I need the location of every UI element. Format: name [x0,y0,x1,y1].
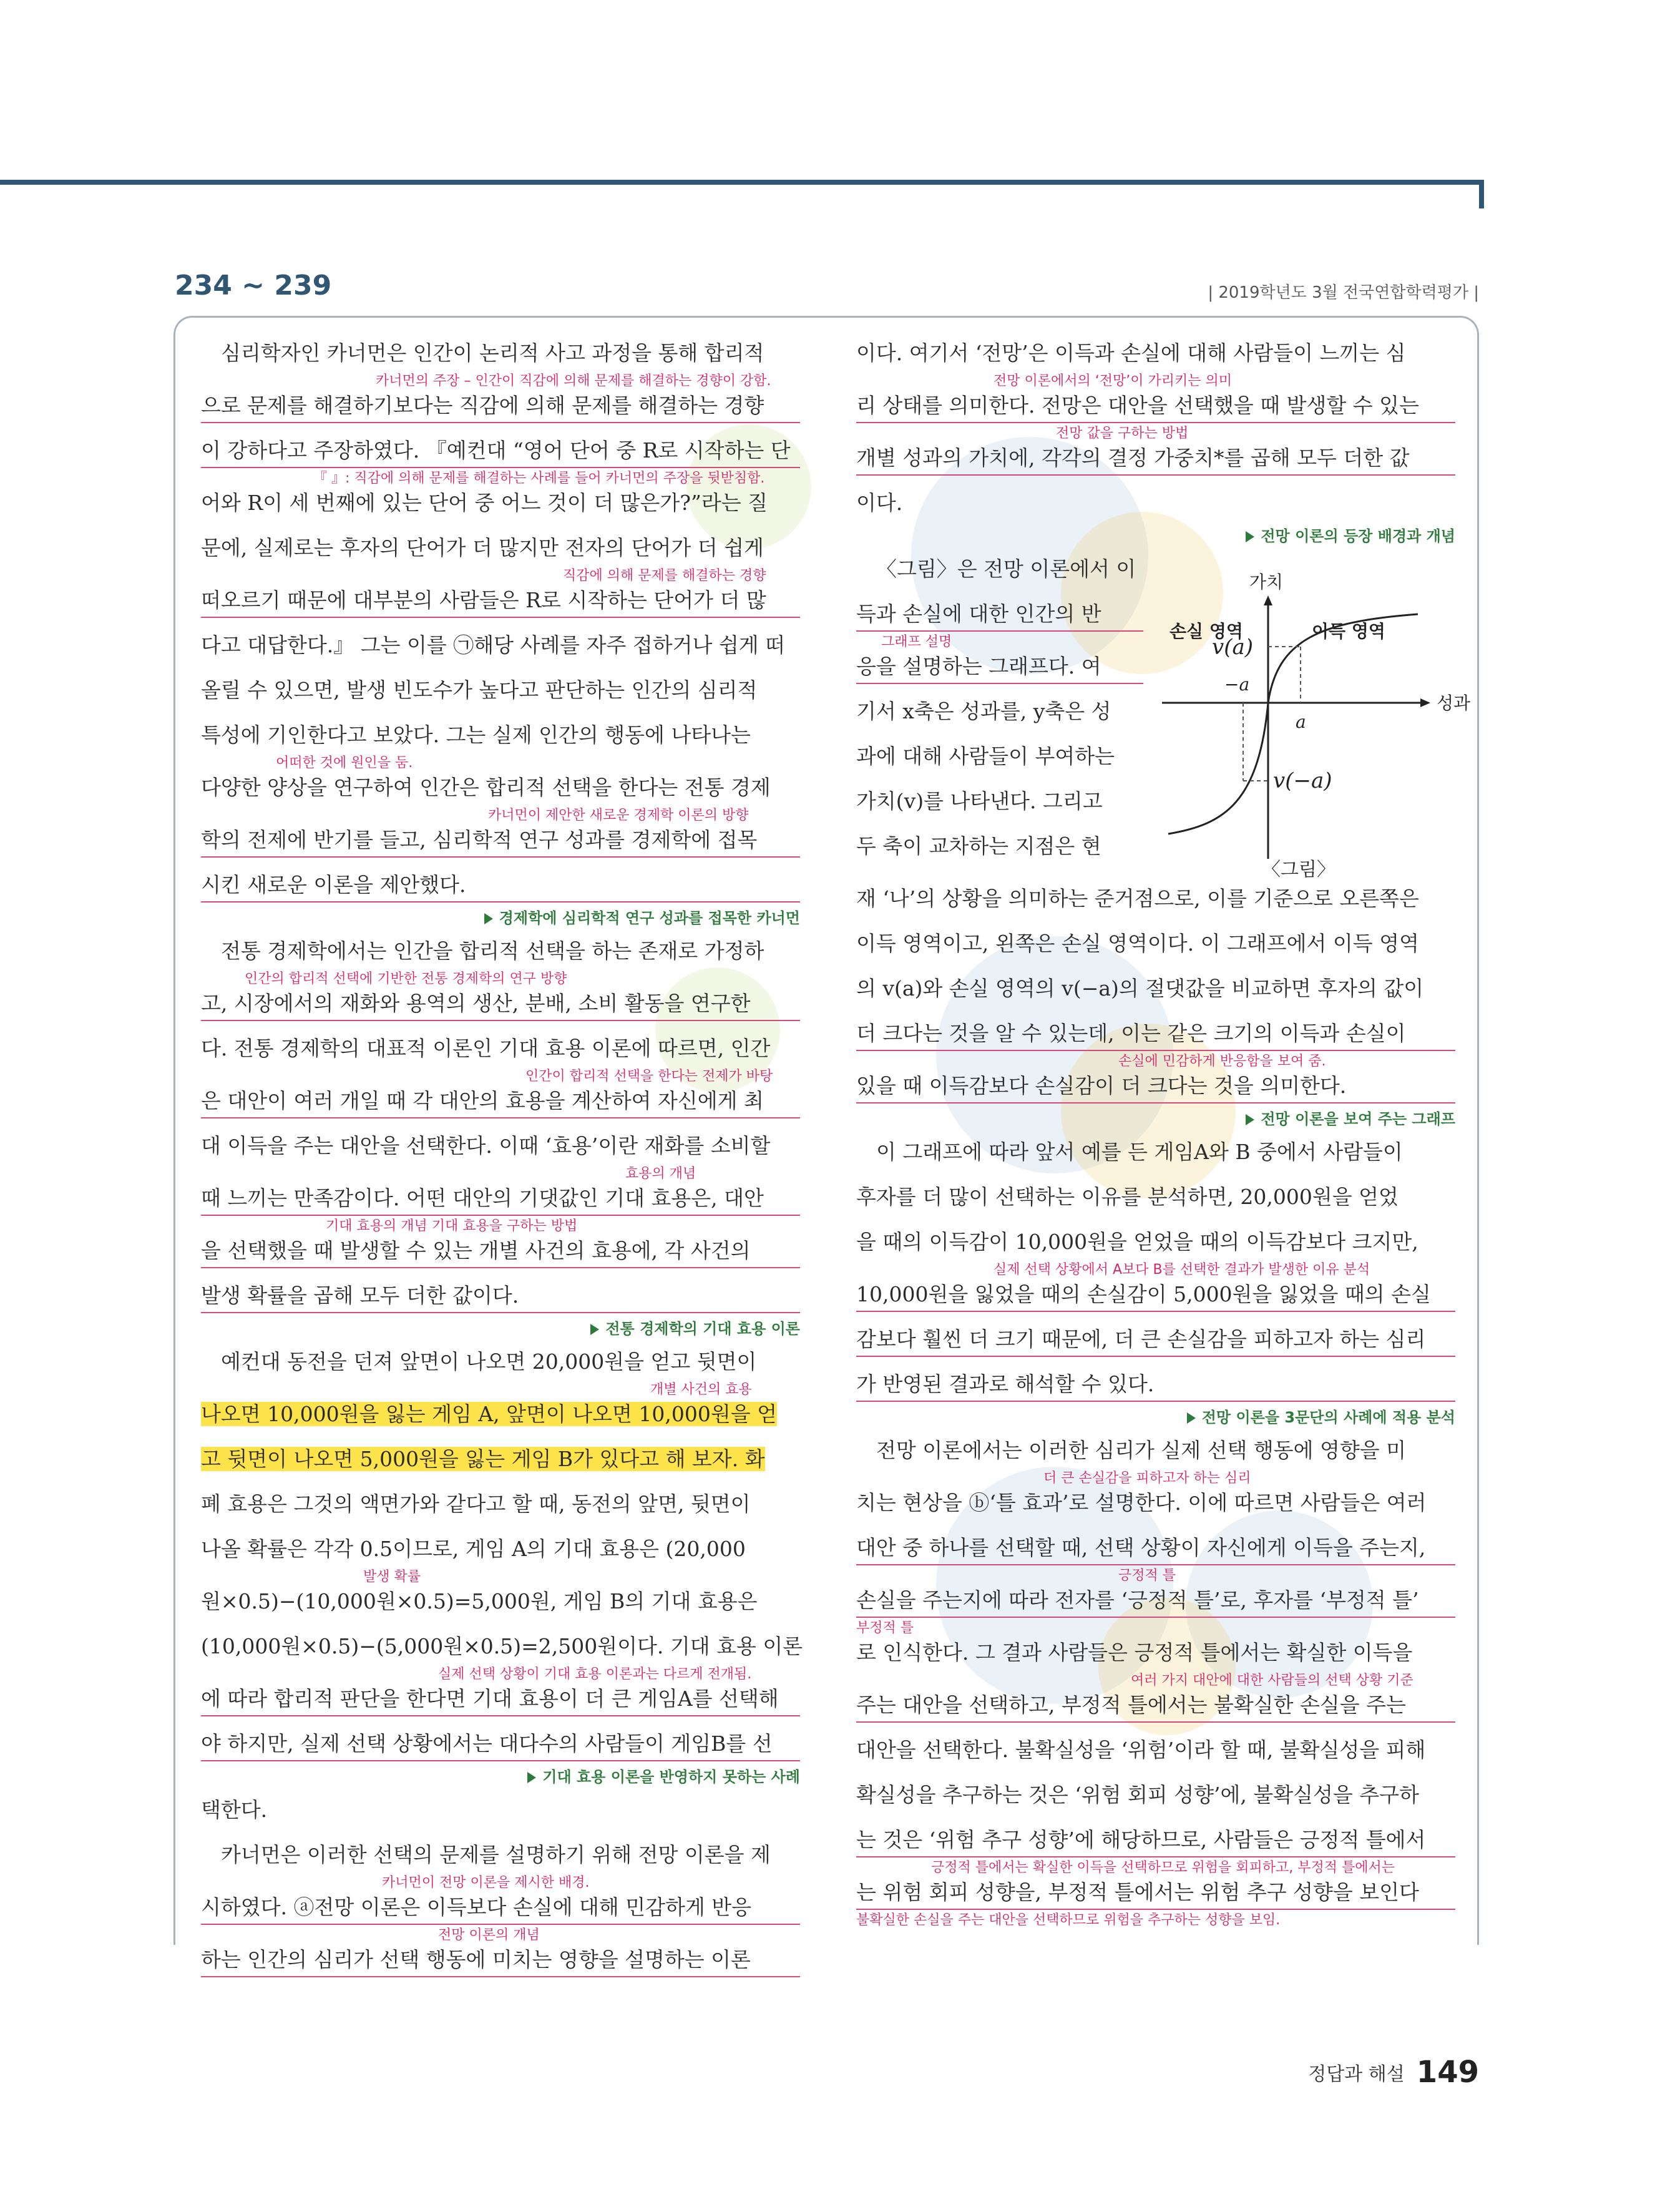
annotation-note: 여러 가지 대안에 대한 사람들의 선택 상황 기준 [1131,1673,1413,1688]
triangle-bullet-icon [484,913,493,924]
text-line [856,1480,1455,1525]
text-line-content: 을 선택했을 때 발생할 수 있는 개별 사건의 효용에, 각 사건의 [201,1238,751,1263]
text-line [201,765,800,810]
text-line-content: 다양한 양상을 연구하여 인간은 합리적 선택을 한다는 전통 경제 [201,775,771,800]
text-line-content: 택한다. [201,1798,268,1822]
text-line-content: 후자를 더 많이 선택하는 이유를 분석하면, 20,000원을 얻었 [856,1185,1399,1209]
text-line-content: 로 인식한다. 그 결과 사람들은 긍정적 틀에서는 확실한 이득을 [856,1640,1413,1665]
text-line-content: 가치(v)를 나타낸다. 그리고 [856,789,1103,813]
text-line-content: 있을 때 이득감보다 손실감이 더 크다는 것을 의미한다. [856,1074,1347,1098]
text-line-content: 특성에 기인한다고 보았다. 그는 실제 인간의 행동에 나타나는 [201,723,751,747]
text-line [201,863,800,908]
text-line-content: 기서 x축은 성과를, y축은 성 [856,699,1111,723]
annotation-note: 『 』: 직감에 의해 문제를 해결하는 사례를 들어 카너먼의 주장을 뒷받침함. [313,471,765,486]
text-line [856,921,1455,966]
text-line [856,1773,1455,1818]
paragraph-summary [856,526,1455,547]
text-line [201,1079,800,1123]
text-line-content: 고, 시장에서의 재화와 용역의 생산, 분배, 소비 활동을 연구한 [201,991,751,1015]
summary-text: 전망 이론을 3문단의 사례에 적용 분석 [1201,1409,1455,1426]
text-line [856,1175,1455,1220]
text-line-content: 〈그림〉은 전망 이론에서 이 [876,557,1136,581]
text-line [856,734,1143,779]
value-function-curve [1168,614,1418,834]
x-axis-label: 성과 [1437,693,1471,713]
annotation-note: 전망 이론에서의 ‘전망’이 가리키는 의미 [994,373,1232,389]
text-line [856,1525,1455,1570]
text-line [201,981,800,1026]
text-line [856,547,1163,592]
page-footer [1308,2055,1479,2090]
text-line-content: 는 것은 ‘위험 추구 성향’에 해당하므로, 사람들은 긍정적 틀에서 [856,1828,1426,1852]
gain-region-label: 이득 영역 [1312,621,1385,642]
annotation-note: 발생 확률 [363,1569,421,1585]
text-line-content: 나오면 10,000원을 잃는 게임 A, 앞면이 나오면 10,000원을 얻 [201,1402,777,1426]
annotation-note: 손실에 민감하게 반응함을 보여 줌. [1118,1054,1326,1069]
text-line [201,1676,800,1721]
text-line-content: 더 크다는 것을 알 수 있는데, 이는 같은 크기의 이득과 손실이 [856,1021,1406,1045]
y-axis-arrow [1264,595,1272,605]
annotation-note: 효용의 개념 [625,1166,696,1182]
text-line-content: 이 강하다고 주장하였다. 『예컨대 “영어 단어 중 R로 시작하는 단 [201,438,791,462]
text-line-content: 떠오르기 때문에 대부분의 사람들은 R로 시작하는 단어가 더 많 [201,588,766,612]
annotation-note: 부정적 틀 [856,1620,914,1636]
text-line-content: 리 상태를 의미한다. 전망은 대안을 선택했을 때 발생할 수 있는 [856,393,1419,418]
text-line-content: 고 뒷면이 나오면 5,000원을 잃는 게임 B가 있다고 해 보자. 화 [201,1447,765,1471]
text-line [856,1220,1455,1265]
text-line [201,1228,800,1273]
text-line-content: 응을 설명하는 그래프다. 여 [856,654,1101,678]
a-label: a [1296,712,1306,732]
text-line [856,592,1143,637]
text-line [201,1482,800,1527]
prospect-theory-graph [1156,547,1471,871]
annotation-note: 더 큰 손실감을 피하고자 하는 심리 [1043,1471,1251,1486]
text-line [856,1728,1455,1773]
text-line [856,1683,1455,1728]
text-line-content: 전망 이론에서는 이러한 심리가 실제 선택 행동에 영향을 미 [876,1438,1406,1462]
page-number: 149 [1416,2055,1479,2090]
text-line [201,668,800,713]
text-line [201,818,800,863]
text-line [856,876,1455,921]
annotation-note: 실제 선택 상황이 기대 효용 이론과는 다르게 전개됨. [438,1666,752,1682]
text-line-content: 득과 손실에 대한 인간의 반 [856,602,1101,626]
text-line [856,779,1143,824]
text-line-content: 시하였다. ⓐ전망 이론은 이득보다 손실에 대해 민감하게 반응 [201,1895,751,1919]
text-line-content: 다고 대답한다.』 그는 이를 ㉠해당 사례를 자주 접하거나 쉽게 떠 [201,633,785,657]
summary-text: 전통 경제학의 기대 효용 이론 [605,1320,800,1338]
footer-label: 정답과 해설 [1308,2063,1405,2085]
text-line [856,1630,1455,1675]
text-line [856,1870,1455,1915]
text-line [201,1721,800,1766]
paragraph-summary [201,1318,800,1339]
annotation-note: 긍정적 틀에서는 확실한 이득을 선택하므로 위험을 회피하고, 부정적 틀에서는 [931,1860,1395,1876]
summary-text: 전망 이론의 등장 배경과 개념 [1261,527,1455,545]
text-line-content: 과에 대해 사람들이 부여하는 [856,744,1115,768]
text-line [201,1026,800,1071]
text-line-content: 문에, 실제로는 후자의 단어가 더 많지만 전자의 단어가 더 쉽게 [201,536,764,560]
text-line-content: 에 따라 합리적 판단을 한다면 기대 효용이 더 큰 게임A를 선택해 [201,1686,779,1711]
text-line [856,1130,1455,1175]
text-line-content: 카너먼은 이러한 선택의 문제를 설명하기 위해 전망 이론을 제 [221,1843,771,1867]
text-line [201,1833,800,1877]
text-line-content: 다. 전통 경제학의 대표적 이론인 기대 효용 이론에 따르면, 인간 [201,1036,771,1060]
x-axis-arrow [1420,698,1430,707]
text-line-content: 예컨대 동전을 던져 앞면이 나오면 20,000원을 얻고 뒷면이 [221,1349,757,1374]
text-line [201,1437,800,1482]
annotation-note: 전망 이론의 개념 [438,1927,540,1943]
text-line [201,578,800,623]
text-line [856,1317,1455,1362]
paragraph-summary [201,908,800,929]
summary-text: 경제학에 심리학적 연구 성과를 접목한 카너먼 [499,909,800,927]
text-line-content: 이득 영역이고, 왼쪽은 손실 영역이다. 이 그래프에서 이득 영역 [856,931,1419,956]
v-a-label: v(a) [1212,635,1254,660]
annotation-note: 그래프 설명 [881,634,952,650]
text-line [856,1011,1455,1056]
annotation-note: 어떠한 것에 원인을 둠. [276,755,413,771]
text-line [201,1527,800,1572]
text-line [201,1788,800,1833]
right-column [856,331,1471,1928]
text-line-content: 10,000원을 잃었을 때의 손실감이 5,000원을 잃었을 때의 손실 [856,1282,1431,1306]
annotation-note: 기대 효용의 개념 기대 효용을 구하는 방법 [326,1218,578,1234]
text-line-content: 폐 효용은 그것의 액면가와 같다고 할 때, 동전의 앞면, 뒷면이 [201,1492,751,1516]
annotation-note: 전망 값을 구하는 방법 [1056,426,1189,441]
triangle-bullet-icon [1187,1412,1196,1424]
text-line [201,481,800,526]
text-line-content: 어와 R이 세 번째에 있는 단어 중 어느 것이 더 많은가?”라는 질 [201,491,768,515]
v-neg-a-label: v(−a) [1273,768,1332,793]
top-rule-cap [1479,180,1484,208]
annotation-note: 카너먼이 전망 이론을 제시한 배경. [382,1875,590,1891]
text-line-content: 나올 확률은 각각 0.5이므로, 게임 A의 기대 효용은 (20,000 [201,1537,746,1561]
triangle-bullet-icon [1246,531,1254,542]
neg-a-label: −a [1224,674,1250,695]
text-line [201,713,800,758]
text-line-content: 이다. 여기서 ‘전망’은 이득과 손실에 대해 사람들이 느끼는 심 [856,341,1406,365]
annotation-note: 카너먼이 제안한 새로운 경제학 이론의 방향 [488,808,749,823]
text-line-content: 발생 확률을 곱해 모두 더한 값이다. [201,1283,519,1308]
text-line-content: 개별 성과의 가치에, 각각의 결정 가중치*를 곱해 모두 더한 값 [856,446,1410,470]
text-line [856,331,1455,376]
text-line-content: 은 대안이 여러 개일 때 각 대안의 효용을 계산하여 자신에게 최 [201,1089,764,1113]
text-line-content: 치는 현상을 ⓑ‘틀 효과’로 설명한다. 이에 따르면 사람들은 여러 [856,1490,1427,1515]
text-line [201,623,800,668]
text-line [201,929,800,974]
figure-section [856,547,1471,881]
text-line [201,1339,800,1384]
annotation-note: 불확실한 손실을 주는 대안을 선택하므로 위험을 추구하는 성향을 보임. [856,1912,1281,1928]
triangle-bullet-icon [1246,1114,1254,1125]
paragraph-summary [856,1407,1455,1428]
text-line-content: 이다. [856,491,903,515]
text-line [856,1578,1455,1623]
text-line-content: 심리학자인 카너먼은 인간이 논리적 사고 과정을 통해 합리적 [221,341,764,365]
text-line-content: 원×0.5)−(10,000원×0.5)=5,000원, 게임 B의 기대 효용은 [201,1589,758,1613]
text-line [856,1064,1455,1108]
text-line [201,1624,803,1669]
text-line [201,331,800,376]
paragraph-summary [201,1766,800,1788]
text-line-content: 는 위험 회피 성향을, 부정적 틀에서는 위험 추구 성향을 보인다 [856,1880,1419,1904]
left-column [201,331,803,1982]
text-line [201,1579,800,1624]
triangle-bullet-icon [590,1324,599,1335]
text-line-content: 주는 대안을 선택하고, 부정적 틀에서는 불확실한 손실을 주는 [856,1693,1406,1717]
text-line-content: 가 반영된 결과로 해석할 수 있다. [856,1372,1155,1396]
text-line [856,1272,1455,1317]
text-line [201,1273,800,1318]
text-line [201,1392,800,1437]
annotation-note: 인간의 합리적 선택에 기반한 전통 경제학의 연구 방향 [245,971,567,987]
text-line [856,644,1143,689]
text-line [856,966,1455,1011]
text-line [856,436,1455,481]
text-line [856,383,1455,428]
text-line-content: 학의 전제에 반기를 들고, 심리학적 연구 성과를 경제학에 접목 [201,828,758,852]
text-line-content: 전통 경제학에서는 인간을 합리적 선택을 하는 존재로 가정하 [221,939,764,963]
text-line-content: 으로 문제를 해결하기보다는 직감에 의해 문제를 해결하는 경향 [201,393,764,418]
top-rule [0,180,1484,185]
exam-source: | 2019학년도 3월 전국연합학력평가 | [1208,283,1479,302]
annotation-note: 개별 사건의 효용 [650,1382,752,1397]
text-line [201,1885,800,1930]
text-line [201,1123,800,1168]
text-line [201,428,800,473]
text-line-content: 의 v(a)와 손실 영역의 v(−a)의 절댓값을 비교하면 후자의 값이 [856,976,1424,1001]
summary-text: 기대 효용 이론을 반영하지 못하는 사례 [542,1768,800,1786]
text-line [856,1428,1455,1473]
text-line-content: 손실을 주는지에 따라 전자를 ‘긍정적 틀’로, 후자를 ‘부정적 틀’ [856,1588,1419,1612]
text-line-content: 하는 인간의 심리가 선택 행동에 미치는 영향을 설명하는 이론 [201,1947,751,1972]
annotation-note: 직감에 의해 문제를 해결하는 경향 [563,568,766,584]
text-line-content: 재 ‘나’의 상황을 의미하는 준거점으로, 이를 기준으로 오른쪽은 [856,886,1419,911]
text-line-content: 대 이득을 주는 대안을 선택한다. 이때 ‘효용’이란 재화를 소비할 [201,1133,771,1158]
text-line-content: 대안을 선택한다. 불확실성을 ‘위험’이라 할 때, 불확실성을 피해 [856,1738,1426,1762]
text-line-content: (10,000원×0.5)−(5,000원×0.5)=2,500원이다. 기대 효용 이론 [201,1634,803,1658]
text-line [856,689,1143,734]
text-line [856,1362,1455,1407]
figure-caption: 〈그림〉 [1262,859,1335,881]
text-line [856,824,1143,869]
text-line-content: 시킨 새로운 이론을 제안했다. [201,873,466,897]
annotation-note: 카너먼의 주장 – 인간이 직감에 의해 문제를 해결하는 경향이 강함. [376,373,771,389]
text-line-content: 감보다 훨씬 더 크기 때문에, 더 큰 손실감을 피하고자 하는 심리 [856,1327,1426,1351]
text-line-content: 을 때의 이득감이 10,000원을 얻었을 때의 이득감보다 크지만, [856,1230,1418,1254]
text-line [856,1818,1455,1862]
triangle-bullet-icon [527,1772,536,1783]
y-axis-label: 가치 [1249,572,1284,592]
text-line-content: 때 느끼는 만족감이다. 어떤 대안의 기댓값인 기대 효용은, 대안 [201,1186,764,1210]
annotation-note: 인간이 합리적 선택을 한다는 전제가 바탕 [525,1069,773,1084]
text-line-content: 대안 중 하나를 선택할 때, 선택 상황이 자신에게 이득을 주는지, [856,1535,1426,1560]
annotation-note: 긍정적 틀 [1118,1568,1176,1583]
text-line-content: 올릴 수 있으면, 발생 빈도수가 높다고 판단하는 인간의 심리적 [201,678,758,702]
text-line-content: 야 하지만, 실제 선택 상황에서는 대다수의 사람들이 게임B를 선 [201,1731,773,1756]
annotation-note: 실제 선택 상황에서 A보다 B를 선택한 결과가 발생한 이유 분석 [994,1262,1370,1278]
text-line-content: 확실성을 추구하는 것은 ‘위험 회피 성향’에, 불확실성을 추구하 [856,1783,1419,1807]
text-line [201,383,800,428]
summary-text: 전망 이론을 보여 주는 그래프 [1261,1110,1455,1128]
text-line [201,1937,800,1982]
text-line [201,526,800,570]
text-line [856,481,1455,526]
paragraph-summary [856,1108,1455,1130]
loss-region-label: 손실 영역 [1169,621,1243,642]
text-line [201,1176,800,1221]
text-line-content: 이 그래프에 따라 앞서 예를 든 게임A와 B 중에서 사람들이 [876,1140,1403,1164]
question-range: 234 ~ 239 [175,270,332,301]
text-line-content: 두 축이 교차하는 지점은 현 [856,834,1101,858]
